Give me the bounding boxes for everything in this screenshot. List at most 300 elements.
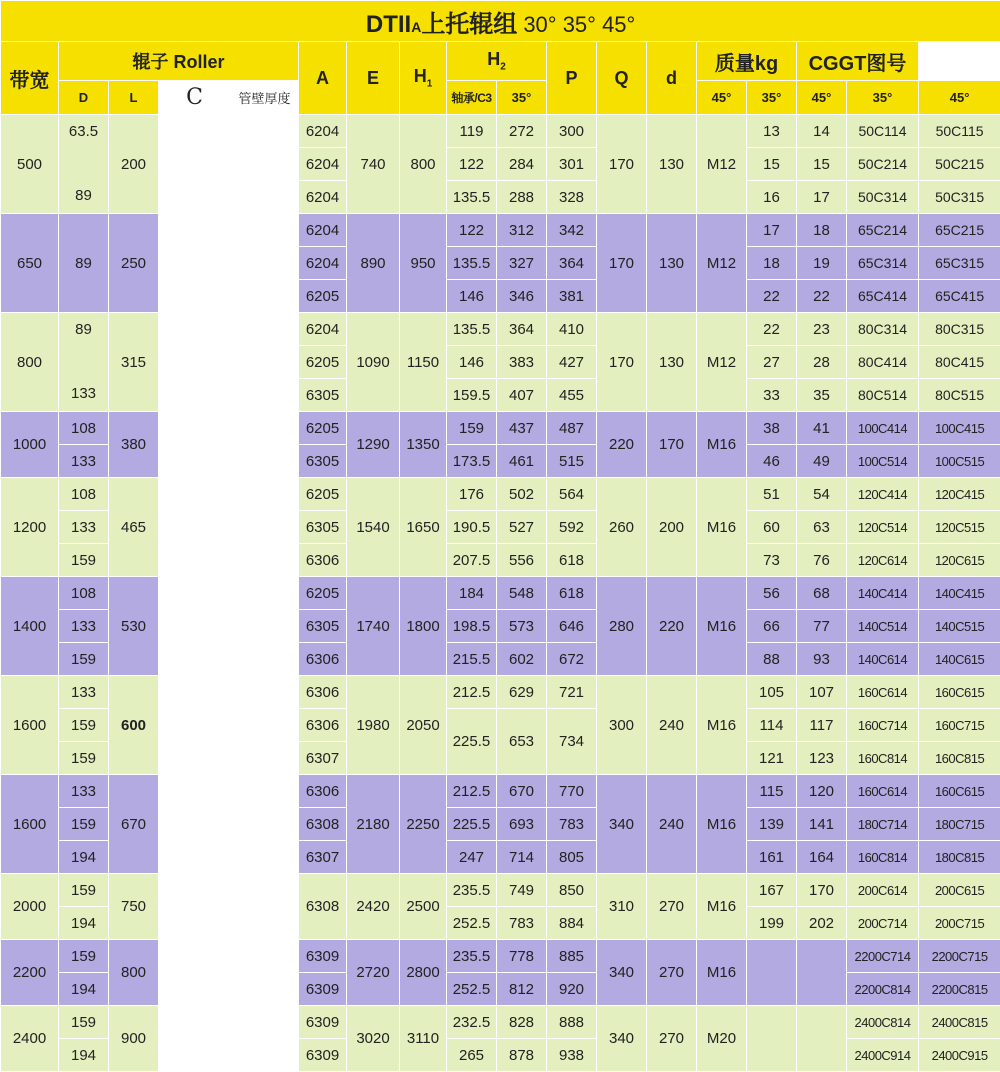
bearing: 6309 (299, 1006, 347, 1039)
h1: 235.5 (447, 940, 497, 973)
mass-35: 161 (747, 841, 797, 874)
h2-45: 672 (547, 643, 597, 676)
bearing: 6305 (299, 610, 347, 643)
roller-d: 108 (59, 412, 109, 445)
dim-e: 1650 (400, 478, 447, 577)
mass-35: 17 (747, 214, 797, 247)
code-45: 65C315 (919, 247, 1000, 280)
bolt-d: M12 (697, 214, 747, 313)
h1: 265 (447, 1039, 497, 1072)
code-35: 65C314 (847, 247, 919, 280)
band-width: 500 (1, 115, 59, 214)
h2-35: 272 (497, 115, 547, 148)
roller-d: 159 (59, 1006, 109, 1039)
code-45: 120C415 (919, 478, 1000, 511)
bearing: 6205 (299, 280, 347, 313)
h2-35: 602 (497, 643, 547, 676)
dim-a: 890 (347, 214, 400, 313)
mass-35: 115 (747, 775, 797, 808)
band-width: 1000 (1, 412, 59, 478)
mass-35: 114 (747, 709, 797, 742)
h1: 212.5 (447, 676, 497, 709)
header-h2-45: 45° (697, 81, 747, 115)
code-35: 180C714 (847, 808, 919, 841)
dim-p: 170 (597, 214, 647, 313)
code-45: 200C715 (919, 907, 1000, 940)
h1: 252.5 (447, 907, 497, 940)
code-45: 160C615 (919, 775, 1000, 808)
h2-45: 301 (547, 148, 597, 181)
wall-thickness (231, 874, 299, 940)
dim-a: 1980 (347, 676, 400, 775)
code-35: 100C414 (847, 412, 919, 445)
mass-35 (747, 940, 797, 1006)
header-d: D (59, 81, 109, 115)
mass-45: 22 (797, 280, 847, 313)
header-code-45: 45° (919, 81, 1000, 115)
code-45: 50C115 (919, 115, 1000, 148)
h1: 135.5 (447, 313, 497, 346)
h2-45: 805 (547, 841, 597, 874)
code-35: 50C114 (847, 115, 919, 148)
roller-c (159, 115, 231, 214)
bolt-d: M16 (697, 874, 747, 940)
h2-35: 502 (497, 478, 547, 511)
bolt-d: M16 (697, 940, 747, 1006)
header-h1: $H_1$ (400, 42, 447, 115)
h2-35: 312 (497, 214, 547, 247)
roller-d: 133 (59, 610, 109, 643)
code-45: 120C515 (919, 511, 1000, 544)
mass-45 (797, 1006, 847, 1072)
h1: 235.5 (447, 874, 497, 907)
wall-thickness (231, 775, 299, 874)
h1: 198.5 (447, 610, 497, 643)
dim-q: 240 (647, 676, 697, 775)
bearing: 6306 (299, 643, 347, 676)
table-row (1, 313, 1000, 346)
dim-p: 170 (597, 313, 647, 412)
code-45: 180C815 (919, 841, 1000, 874)
dim-p: 220 (597, 412, 647, 478)
mass-35: 33 (747, 379, 797, 412)
mass-45: 17 (797, 181, 847, 214)
code-35: 120C614 (847, 544, 919, 577)
header-band-width: 带宽 (1, 42, 59, 115)
bolt-d: M16 (697, 412, 747, 478)
bearing: 6308 (299, 874, 347, 940)
h2-35: 346 (497, 280, 547, 313)
mass-45: 14 (797, 115, 847, 148)
mass-45: 41 (797, 412, 847, 445)
mass-45: 77 (797, 610, 847, 643)
h1: 232.5 (447, 1006, 497, 1039)
header-mass: 质量kg (697, 42, 797, 81)
mass-45: 93 (797, 643, 847, 676)
code-35: 80C314 (847, 313, 919, 346)
roller-l: 250 (109, 214, 159, 313)
bearing: 6204 (299, 247, 347, 280)
code-35: 50C214 (847, 148, 919, 181)
header-code-35: 35° (847, 81, 919, 115)
dim-q: 240 (647, 775, 697, 874)
mass-45: 141 (797, 808, 847, 841)
bolt-d: M12 (697, 115, 747, 214)
header-bearing: 轴承/C3 (447, 81, 497, 115)
roller-d: 159 (59, 940, 109, 973)
h2-45: 920 (547, 973, 597, 1006)
roller-d: 63.5 89 (59, 115, 109, 214)
dim-a: 740 (347, 115, 400, 214)
code-35: 65C414 (847, 280, 919, 313)
code-45: 140C615 (919, 643, 1000, 676)
dim-e: 2500 (400, 874, 447, 940)
code-35: 2200C714 (847, 940, 919, 973)
h1: 122 (447, 148, 497, 181)
code-45: 2200C715 (919, 940, 1000, 973)
h1: 176 (447, 478, 497, 511)
code-45: 80C515 (919, 379, 1000, 412)
roller-d: 194 (59, 907, 109, 940)
header-c: C (159, 81, 231, 115)
mass-35: 38 (747, 412, 797, 445)
roller-c (159, 676, 231, 775)
roller-c (159, 1006, 231, 1072)
h2-35: 556 (497, 544, 547, 577)
h2-45: 783 (547, 808, 597, 841)
dim-e: 950 (400, 214, 447, 313)
roller-l: 200 (109, 115, 159, 214)
h2-35: 461 (497, 445, 547, 478)
mass-35: 16 (747, 181, 797, 214)
header-wall-thickness: 管壁厚度 (231, 81, 299, 115)
header-a: A (299, 42, 347, 115)
h2-45: 734 (547, 709, 597, 775)
roller-l: 800 (109, 940, 159, 1006)
code-35: 120C514 (847, 511, 919, 544)
code-35: 2400C814 (847, 1006, 919, 1039)
wall-thickness (231, 676, 299, 775)
dim-e: 3110 (400, 1006, 447, 1072)
h1: 247 (447, 841, 497, 874)
h2-45: 427 (547, 346, 597, 379)
code-35: 2400C914 (847, 1039, 919, 1072)
table-row (1, 478, 1000, 511)
mass-45: 164 (797, 841, 847, 874)
mass-45: 76 (797, 544, 847, 577)
h2-35: 288 (497, 181, 547, 214)
table-row (1, 412, 1000, 445)
h2-45: 618 (547, 577, 597, 610)
mass-45: 54 (797, 478, 847, 511)
dim-p: 280 (597, 577, 647, 676)
h1: 252.5 (447, 973, 497, 1006)
mass-35 (747, 1006, 797, 1072)
header-mass-45: 45° (797, 81, 847, 115)
mass-35: 73 (747, 544, 797, 577)
bolt-d: M16 (697, 775, 747, 874)
bearing: 6309 (299, 973, 347, 1006)
wall-thickness (231, 478, 299, 577)
dim-e: 800 (400, 115, 447, 214)
h2-35: 527 (497, 511, 547, 544)
h2-35: 714 (497, 841, 547, 874)
title-angles: 30° 35° 45° (523, 12, 635, 37)
band-width: 1600 (1, 676, 59, 775)
h2-45: 455 (547, 379, 597, 412)
dim-a: 3020 (347, 1006, 400, 1072)
h2-45: 938 (547, 1039, 597, 1072)
h2-35: 812 (497, 973, 547, 1006)
code-45: 2400C915 (919, 1039, 1000, 1072)
code-45: 100C515 (919, 445, 1000, 478)
code-45: 160C815 (919, 742, 1000, 775)
mass-35: 51 (747, 478, 797, 511)
header-mass-35: 35° (747, 81, 797, 115)
roller-l: 750 (109, 874, 159, 940)
h1: 159.5 (447, 379, 497, 412)
h2-35: 407 (497, 379, 547, 412)
table-row (1, 940, 1000, 973)
bearing: 6306 (299, 544, 347, 577)
mass-35: 88 (747, 643, 797, 676)
code-45: 140C515 (919, 610, 1000, 643)
roller-d: 133 (59, 445, 109, 478)
h2-35: 749 (497, 874, 547, 907)
h1: 225.5 (447, 709, 497, 775)
bearing: 6307 (299, 841, 347, 874)
roller-c (159, 940, 231, 1006)
code-35: 160C814 (847, 841, 919, 874)
dim-e: 2250 (400, 775, 447, 874)
h1: 146 (447, 280, 497, 313)
roller-d: 108 (59, 577, 109, 610)
roller-c (159, 214, 231, 313)
mass-35: 66 (747, 610, 797, 643)
bearing: 6204 (299, 115, 347, 148)
h2-45: 564 (547, 478, 597, 511)
dim-p: 340 (597, 775, 647, 874)
h2-45: 487 (547, 412, 597, 445)
mass-45: 120 (797, 775, 847, 808)
bearing: 6305 (299, 445, 347, 478)
band-width: 800 (1, 313, 59, 412)
code-45: 160C615 (919, 676, 1000, 709)
dim-a: 1540 (347, 478, 400, 577)
h1: 122 (447, 214, 497, 247)
h2-35: 548 (497, 577, 547, 610)
dim-a: 1740 (347, 577, 400, 676)
table-row (1, 1006, 1000, 1039)
header-roller: 辊子 Roller (59, 42, 299, 81)
table-row (1, 676, 1000, 709)
roller-c (159, 412, 231, 478)
code-45: 2400C815 (919, 1006, 1000, 1039)
dim-q: 270 (647, 874, 697, 940)
table-row (1, 775, 1000, 808)
roller-c (159, 313, 231, 412)
h2-35: 670 (497, 775, 547, 808)
dim-a: 1090 (347, 313, 400, 412)
h1: 159 (447, 412, 497, 445)
mass-35: 13 (747, 115, 797, 148)
title-label: 上托辊组 (421, 11, 517, 38)
bolt-d: M12 (697, 313, 747, 412)
mass-35: 22 (747, 280, 797, 313)
h2-45: 721 (547, 676, 597, 709)
dim-a: 2420 (347, 874, 400, 940)
h2-45: 342 (547, 214, 597, 247)
code-35: 120C414 (847, 478, 919, 511)
code-35: 160C614 (847, 676, 919, 709)
bearing: 6305 (299, 511, 347, 544)
bearing: 6309 (299, 940, 347, 973)
h2-35: 878 (497, 1039, 547, 1072)
h2-45: 515 (547, 445, 597, 478)
mass-45: 49 (797, 445, 847, 478)
bearing: 6309 (299, 1039, 347, 1072)
roller-l: 670 (109, 775, 159, 874)
roller-d: 133 (59, 676, 109, 709)
code-45: 140C415 (919, 577, 1000, 610)
bolt-d: M16 (697, 478, 747, 577)
mass-35: 167 (747, 874, 797, 907)
code-45: 160C715 (919, 709, 1000, 742)
bolt-d: M16 (697, 577, 747, 676)
code-45: 65C415 (919, 280, 1000, 313)
header-h2: $H_2$ (447, 42, 547, 81)
code-45: 180C715 (919, 808, 1000, 841)
dim-p: 340 (597, 940, 647, 1006)
mass-35: 15 (747, 148, 797, 181)
bearing: 6306 (299, 775, 347, 808)
code-35: 140C514 (847, 610, 919, 643)
dim-q: 170 (647, 412, 697, 478)
code-35: 2200C814 (847, 973, 919, 1006)
dim-a: 2180 (347, 775, 400, 874)
bearing: 6204 (299, 313, 347, 346)
h1: 135.5 (447, 181, 497, 214)
code-35: 100C514 (847, 445, 919, 478)
mass-35: 121 (747, 742, 797, 775)
code-45: 80C415 (919, 346, 1000, 379)
roller-d: 133 (59, 775, 109, 808)
mass-45: 63 (797, 511, 847, 544)
h1: 119 (447, 115, 497, 148)
bearing: 6205 (299, 346, 347, 379)
bolt-d: M16 (697, 676, 747, 775)
roller-l: 465 (109, 478, 159, 577)
code-35: 140C614 (847, 643, 919, 676)
dim-q: 270 (647, 1006, 697, 1072)
dim-e: 1800 (400, 577, 447, 676)
mass-35: 56 (747, 577, 797, 610)
wall-thickness (231, 577, 299, 676)
roller-d: 194 (59, 973, 109, 1006)
band-width: 2000 (1, 874, 59, 940)
roller-d: 108 (59, 478, 109, 511)
h2-35: 653 (497, 709, 547, 775)
table-row (1, 115, 1000, 148)
code-45: 120C615 (919, 544, 1000, 577)
mass-45 (797, 940, 847, 1006)
mass-35: 18 (747, 247, 797, 280)
wall-thickness (231, 1006, 299, 1072)
band-width: 1600 (1, 775, 59, 874)
h2-35: 573 (497, 610, 547, 643)
wall-thickness (231, 313, 299, 412)
dim-p: 310 (597, 874, 647, 940)
code-45: 80C315 (919, 313, 1000, 346)
dim-p: 260 (597, 478, 647, 577)
table-title (1, 1, 1000, 42)
code-35: 160C614 (847, 775, 919, 808)
h1: 173.5 (447, 445, 497, 478)
dim-q: 130 (647, 313, 697, 412)
code-35: 80C414 (847, 346, 919, 379)
h2-45: 885 (547, 940, 597, 973)
header-drawing-no: CGGT图号 (797, 42, 919, 81)
roller-l: 315 (109, 313, 159, 412)
roller-d: 194 (59, 1039, 109, 1072)
title-main: DTII (366, 11, 411, 38)
h2-35: 383 (497, 346, 547, 379)
dim-a: 1290 (347, 412, 400, 478)
wall-thickness (231, 214, 299, 313)
h2-45: 328 (547, 181, 597, 214)
code-45: 65C215 (919, 214, 1000, 247)
h1: 212.5 (447, 775, 497, 808)
roller-c (159, 577, 231, 676)
mass-35: 199 (747, 907, 797, 940)
h1: 225.5 (447, 808, 497, 841)
code-35: 160C814 (847, 742, 919, 775)
mass-45: 23 (797, 313, 847, 346)
dim-q: 270 (647, 940, 697, 1006)
bearing: 6307 (299, 742, 347, 775)
dim-q: 200 (647, 478, 697, 577)
h2-45: 300 (547, 115, 597, 148)
h2-35: 437 (497, 412, 547, 445)
dim-p: 170 (597, 115, 647, 214)
bearing: 6306 (299, 676, 347, 709)
h1: 135.5 (447, 247, 497, 280)
code-35: 80C514 (847, 379, 919, 412)
header-p: P (547, 42, 597, 115)
roller-d: 89 133 (59, 313, 109, 412)
table-row (1, 874, 1000, 907)
roller-c (159, 478, 231, 577)
mass-35: 27 (747, 346, 797, 379)
code-45: 2200C815 (919, 973, 1000, 1006)
h2-45: 592 (547, 511, 597, 544)
bearing: 6204 (299, 148, 347, 181)
mass-35: 22 (747, 313, 797, 346)
dim-q: 220 (647, 577, 697, 676)
mass-45: 123 (797, 742, 847, 775)
bearing: 6205 (299, 478, 347, 511)
roller-c (159, 775, 231, 874)
mass-45: 28 (797, 346, 847, 379)
bearing: 6204 (299, 214, 347, 247)
h2-45: 646 (547, 610, 597, 643)
code-35: 160C714 (847, 709, 919, 742)
roller-d: 159 (59, 808, 109, 841)
mass-45: 35 (797, 379, 847, 412)
dim-q: 130 (647, 214, 697, 313)
code-45: 100C415 (919, 412, 1000, 445)
roller-d: 194 (59, 841, 109, 874)
